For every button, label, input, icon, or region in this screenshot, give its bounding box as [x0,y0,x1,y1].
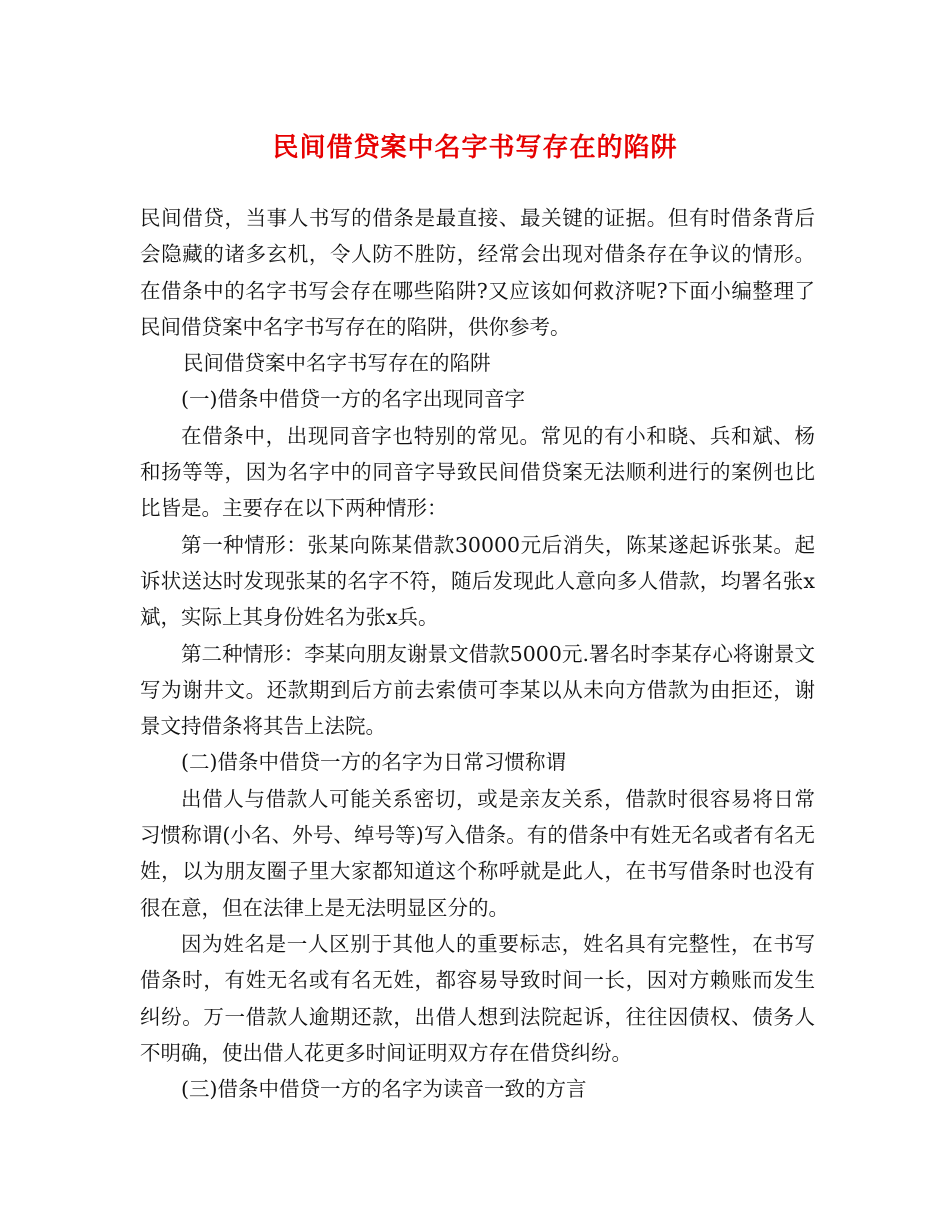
paragraph-nickname: 出借人与借款人可能关系密切，或是亲友关系，借款时很容易将日常习惯称谓(小名、外号、绰号等)写入借条。有的借条中有姓无名或者有名无姓，以为朋友圈子里大家都知道这个称呼就是此人，在书写借条时也没有很在意，但在法律上是无法明显区分的。 [140,786,815,920]
section-heading: 民间借贷案中名字书写存在的陷阱 [183,351,491,376]
subheading-1: (一)借条中借贷一方的名字出现同音字 [181,387,525,412]
paragraph-homophone: 在借条中，出现同音字也特别的常见。常见的有小和晓、兵和斌、杨和扬等等，因为名字中的同音字导致民间借贷案无法顺利进行的案例也比比皆是。主要存在以下两种情形： [140,423,815,521]
paragraph-case-1: 第一种情形：张某向陈某借款30000元后消失，陈某遂起诉张某。起诉状送达时发现张某的名字不符，随后发现此人意向多人借款，均署名张x斌，实际上其身份姓名为张x兵。 [140,532,815,630]
document-body [140,200,815,1107]
paragraph-intro: 民间借贷，当事人书写的借条是最直接、最关键的证据。但有时借条背后会隐藏的诸多玄机，令人防不胜防，经常会出现对借条存在争议的情形。在借条中的名字书写会存在哪些陷阱?又应该如何救济呢?下面小编整理了民间借贷案中名字书写存在的陷阱，供你参考。 [140,206,815,339]
subheading-2: (二)借条中借贷一方的名字为日常习惯称谓 [181,750,566,775]
paragraph-name-importance: 因为姓名是一人区别于其他人的重要标志，姓名具有完整性，在书写借条时，有姓无名或有名无姓，都容易导致时间一长，因对方赖账而发生纠纷。万一借款人逾期还款，出借人想到法院起诉，往往因债权、债务人不明确，使出借人花更多时间证明双方存在借贷纠纷。 [140,931,815,1065]
subheading-3: (三)借条中借贷一方的名字为读音一致的方言 [181,1077,587,1102]
document-title: 民间借贷案中名字书写存在的陷阱 [272,133,678,163]
paragraph-case-2: 第二种情形：李某向朋友谢景文借款5000元.署名时李某存心将谢景文写为谢井文。还款期到后方前去索债可李某以从未向方借款为由拒还，谢景文持借条将其告上法院。 [140,641,815,739]
